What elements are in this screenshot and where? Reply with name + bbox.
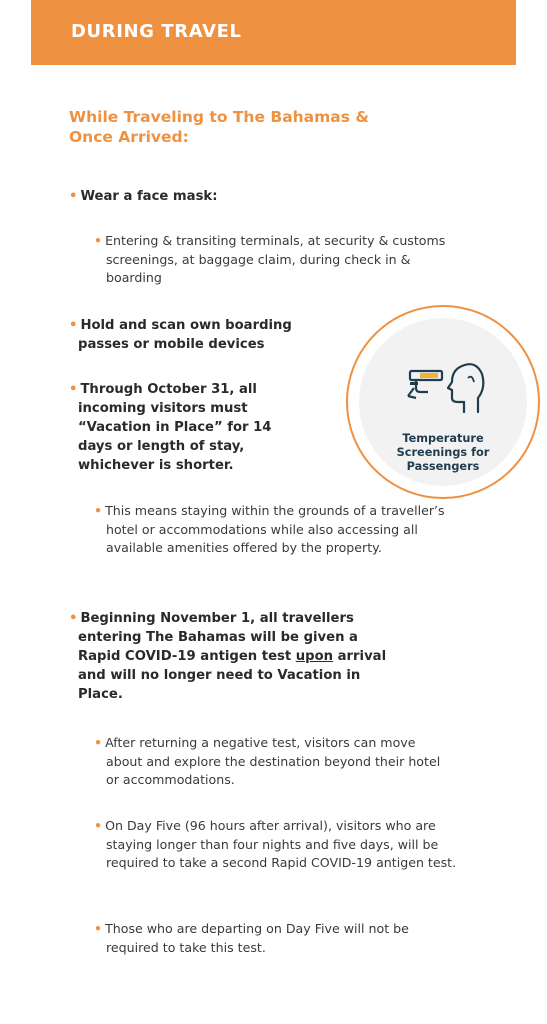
bullet-text-underlined: upon [295, 649, 334, 664]
bullet-november-testing [69, 609, 394, 704]
temperature-scanner-icon [406, 358, 486, 424]
bullet-dot: • [94, 735, 103, 750]
bullet-text: Wear a face mask: [80, 189, 218, 204]
sub-bullet-vacation-meaning [94, 502, 464, 558]
section-header-banner [31, 0, 516, 65]
bullet-face-mask [69, 187, 369, 206]
sub-bullet-negative-test [94, 734, 454, 790]
subtitle: While Traveling to The Bahamas & Once Arrived: [69, 108, 369, 146]
sub-bullet-text: Entering & transiting terminals, at security & customs screenings, at baggage claim, during check in & boarding [105, 233, 446, 285]
bullet-vacation-in-place [69, 380, 304, 475]
bullet-text-part: arrival and will no longer need to Vacation in Place. [78, 649, 387, 702]
sub-bullet-text: Those who are departing on Day Five will not be required to take this test. [105, 921, 409, 955]
temperature-screening-badge [346, 305, 540, 499]
badge-label: Temperature Screenings for Passengers [396, 432, 490, 473]
bullet-dot: • [69, 189, 78, 204]
badge-background [359, 318, 527, 486]
section-title: DURING TRAVEL [71, 21, 242, 42]
sub-bullet-day-five-test [94, 817, 459, 873]
bullet-text: Hold and scan own boarding passes or mobile devices [78, 318, 292, 352]
bullet-dot: • [94, 818, 103, 833]
bullet-dot: • [69, 382, 78, 397]
bullet-text-part: Beginning November 1, all travellers entering The Bahamas will be given a Rapid COVID-19 antigen test [78, 611, 358, 664]
sub-bullet-departing-day-five [94, 920, 444, 957]
sub-bullet-text: This means staying within the grounds of a traveller’s hotel or accommodations while also accessing all available amenities offered by the property. [105, 503, 445, 555]
bullet-dot: • [94, 921, 103, 936]
sub-bullet-text: After returning a negative test, visitors can move about and explore the destination beyond their hotel or accommodations. [105, 735, 441, 787]
sub-bullet-text: On Day Five (96 hours after arrival), visitors who are staying longer than four nights and five days, will be required to take a second Rapid COVID-19 antigen test. [105, 818, 457, 870]
bullet-boarding-passes [69, 316, 334, 354]
bullet-dot: • [69, 611, 78, 626]
bullet-dot: • [94, 503, 103, 518]
bullet-text: Through October 31, all incoming visitors must “Vacation in Place” for 14 days or length of stay, whichever is shorter. [78, 382, 272, 473]
bullet-dot: • [69, 318, 78, 333]
bullet-dot: • [94, 233, 103, 248]
sub-bullet-face-mask-locations [94, 232, 459, 288]
